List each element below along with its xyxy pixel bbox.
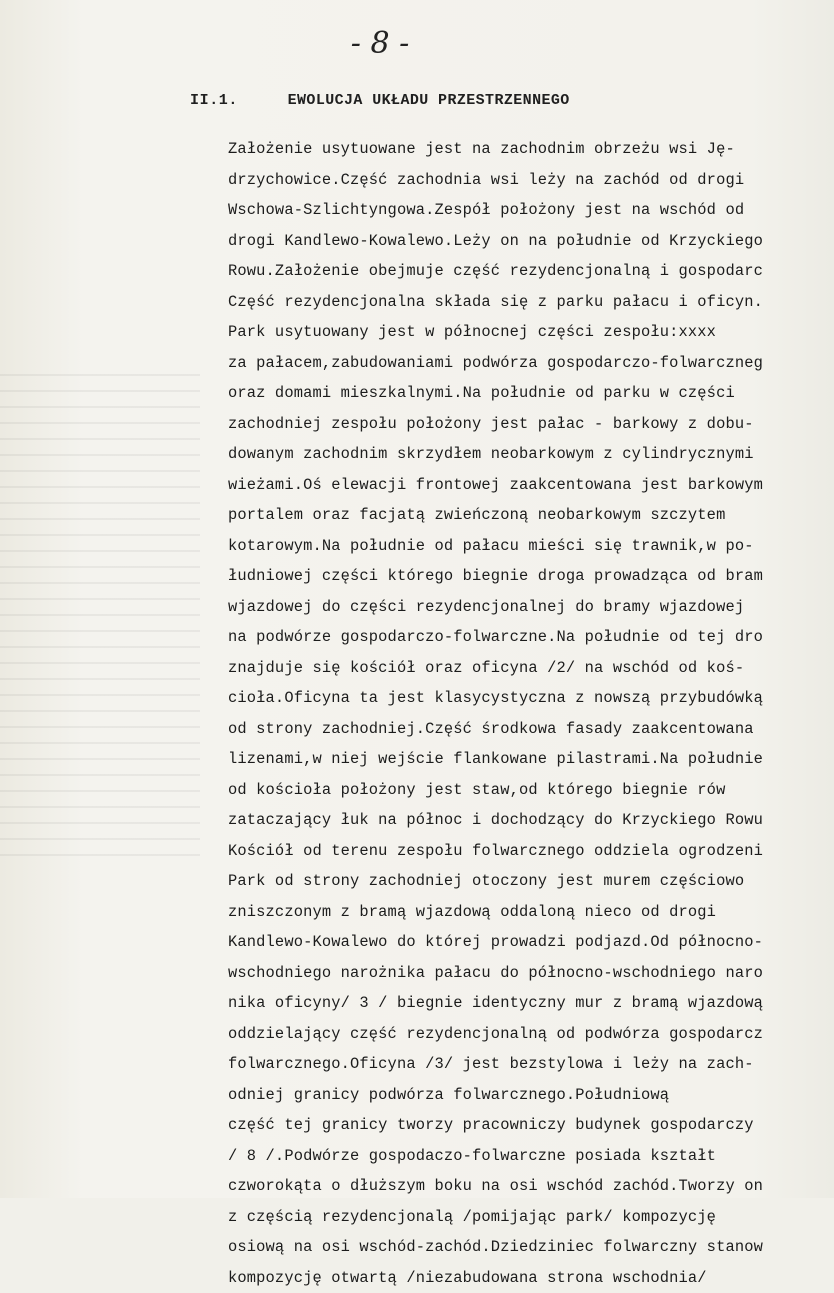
text-line: od kościoła położony jest staw,od którego biegnie rów [228,775,834,806]
text-line: oddzielający część rezydencjonalną od podwórza gospodarcz [228,1019,834,1050]
text-line: wschodniego narożnika pałacu do północno-wschodniego naro [228,958,834,989]
text-line: wieżami.Oś elewacji frontowej zaakcentowana jest barkowym [228,470,834,501]
text-line: Założenie usytuowane jest na zachodnim obrzeżu wsi Ję- [228,134,834,165]
text-line: drogi Kandlewo-Kowalewo.Leży on na południe od Krzyckiego [228,226,834,257]
text-line: na podwórze gospodarczo-folwarczne.Na południe od tej dro [228,622,834,653]
text-line: zataczający łuk na północ i dochodzący do Krzyckiego Rowu [228,805,834,836]
text-line: Wschowa-Szlichtyngowa.Zespół położony jest na wschód od [228,195,834,226]
text-line: zniszczonym z bramą wjazdową oddaloną nieco od drogi [228,897,834,928]
text-line: część tej granicy tworzy pracowniczy budynek gospodarczy [228,1110,834,1141]
text-line: Kandlewo-Kowalewo do której prowadzi podjazd.Od północno- [228,927,834,958]
text-line: znajduje się kościół oraz oficyna /2/ na wschód od koś- [228,653,834,684]
body-text [228,134,834,1293]
text-line: Park usytuowany jest w północnej części zespołu:xxxx [228,317,834,348]
text-line: kotarowym.Na południe od pałacu mieści się trawnik,w po- [228,531,834,562]
text-line: z częścią rezydencjonalą /pomijając park/ kompozycję [228,1202,834,1233]
text-line: od strony zachodniej.Część środkowa fasady zaakcentowana [228,714,834,745]
text-line: łudniowej części którego biegnie droga prowadząca od bram [228,561,834,592]
text-line: / 8 /.Podwórze gospodaczo-folwarczne posiada kształt [228,1141,834,1172]
text-line: Rowu.Założenie obejmuje część rezydencjonalną i gospodarc [228,256,834,287]
text-line: nika oficyny/ 3 / biegnie identyczny mur z bramą wjazdową [228,988,834,1019]
text-line: odniej granicy podwórza folwarcznego.Południową [228,1080,834,1111]
bleed-through-text [0,360,200,860]
section-title: EWOLUCJA UKŁADU PRZESTRZENNEGO [288,92,570,109]
text-line: kompozycję otwartą /niezabudowana strona wschodnia/ [228,1263,834,1293]
text-line: wjazdowej do części rezydencjonalnej do bramy wjazdowej [228,592,834,623]
text-line: oraz domami mieszkalnymi.Na południe od parku w części [228,378,834,409]
text-line: dowanym zachodnim skrzydłem neobarkowym z cylindrycznymi [228,439,834,470]
text-line: zachodniej zespołu położony jest pałac - barkowy z dobu- [228,409,834,440]
text-line: lizenami,w niej wejście flankowane pilastrami.Na południe [228,744,834,775]
text-line: Park od strony zachodniej otoczony jest murem częściowo [228,866,834,897]
text-line: drzychowice.Część zachodnia wsi leży na zachód od drogi [228,165,834,196]
page-number: - 8 - [340,26,420,61]
section-number: II.1. [190,92,238,109]
text-line: za pałacem,zabudowaniami podwórza gospodarczo-folwarczneg [228,348,834,379]
text-line: czworokąta o dłuższym boku na osi wschód zachód.Tworzy on [228,1171,834,1202]
text-line: osiową na osi wschód-zachód.Dziedziniec folwarczny stanow [228,1232,834,1263]
text-line: Część rezydencjonalna składa się z parku pałacu i oficyn. [228,287,834,318]
text-line: cioła.Oficyna ta jest klasycystyczna z nowszą przybudówką [228,683,834,714]
text-line: portalem oraz facjatą zwieńczoną neobarkowym szczytem [228,500,834,531]
section-heading [190,92,570,109]
text-line: folwarcznego.Oficyna /3/ jest bezstylowa i leży na zach- [228,1049,834,1080]
text-line: Kościół od terenu zespołu folwarcznego oddziela ogrodzeni [228,836,834,867]
